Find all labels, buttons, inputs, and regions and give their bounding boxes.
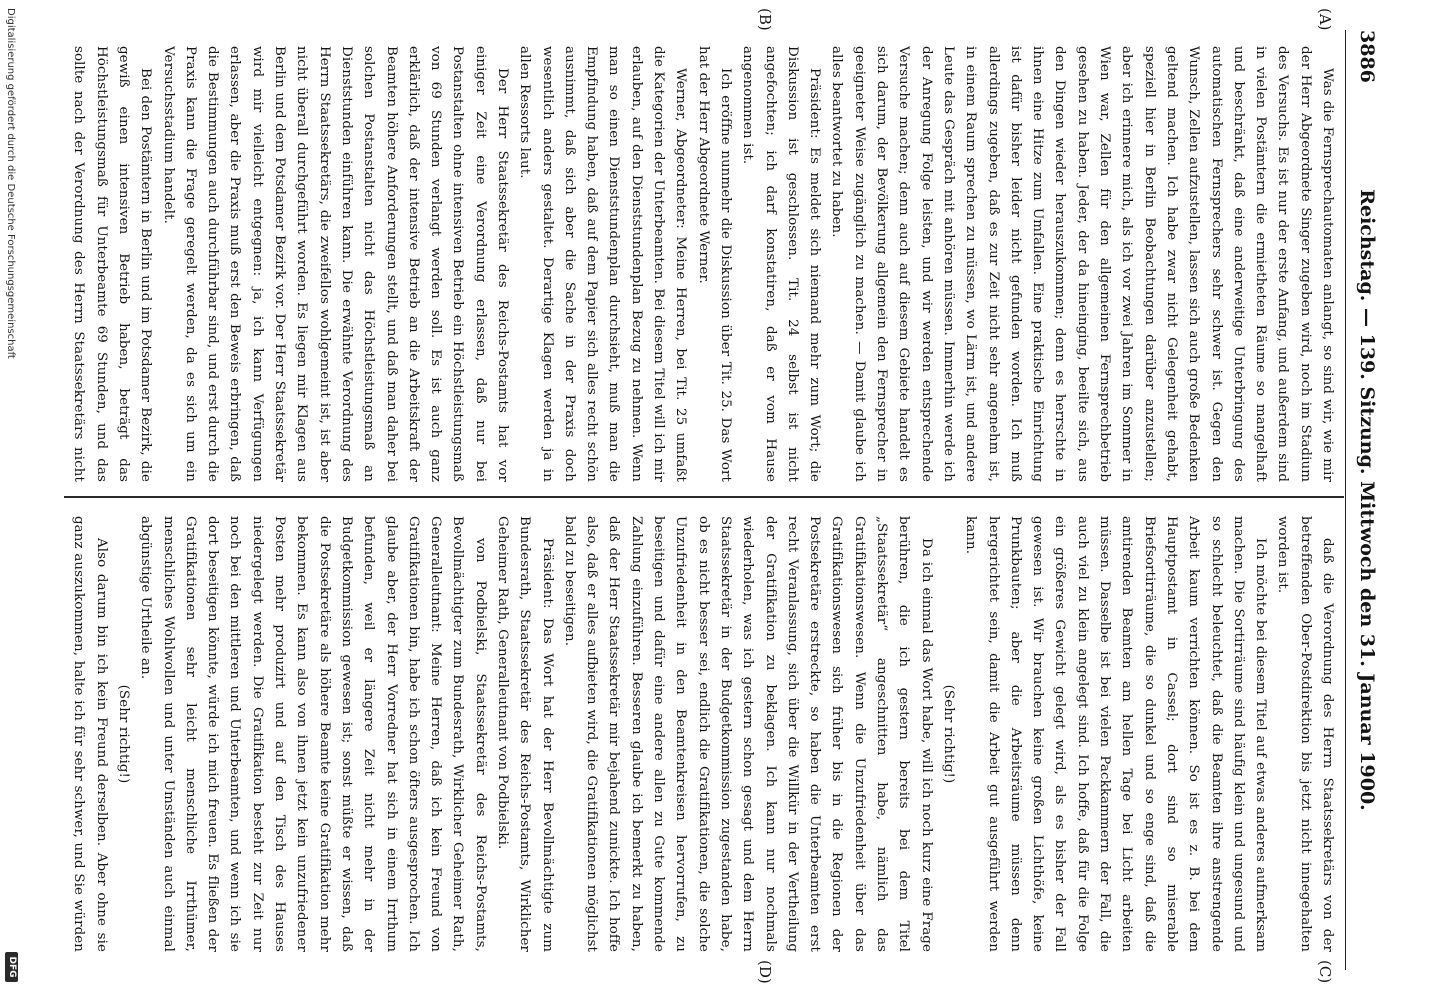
margin-marker-d: (D) (756, 960, 774, 984)
paragraph: Präsident: Das Wort hat der Herr Bevollmächtigte zum Bundesrath, Staatssekretär des Reichs-Postamts, Wirklicher Geheimer Rath, Generalleutnant von Podbielski. (495, 516, 555, 952)
right-column (68, 516, 1338, 952)
page-number: 3886 (1356, 30, 1378, 83)
paragraph: Ich eröffne nunmehr die Diskussion über Tit. 25. Das Wort hat der Herr Abgeordnete Werner. (695, 46, 733, 482)
paragraph: Da ich einmal das Wort habe, will ich noch kurz eine Frage berühren, die ich gestern bereits bei dem Titel „Staatssekretär“ angeschnitten habe, nämlich das Gratifikationswesen. Wenn die Unzufriedenheit über das Gratifikationswesen sich früher bis in die Regionen der Postsekretäre erstreckte, so haben die Unterbeamten erst recht Veranlassung, sich über die Willkür in der Vertheilung der Gratifikation zu beklagen. Ich kann nur nochmals wiederholen, was ich gestern schon gesagt und dem Herrn Staatssekretär in der Budgetkommission zugestanden habe, ob es nicht besser sei, endlich die Gratifikationen, die solche Unzufriedenheit in den Beamtenkreisen hervorrufen, zu beseitigen und dafür eine andere allen zu Gute kommende Zahlung einzuführen. Besseren glaube ich bemerkt zu haben, daß der Herr Staatssekretär mir bejahend zunickte. Ich hoffe also, daß er alles aufbieten wird, die Gratifikationen möglichst bald zu beseitigen. (561, 516, 934, 952)
paragraph: Was die Fernsprechautomaten anlangt, so sind wir, wie mir der Herr Abgeordnete Singer zugeben wird, noch im Stadium des Versuchs. Es ist nur der erste Anfang, und außerdem sind in vielen Postämtern die ermietheten Räume so mangelhaft und beschränkt, daß eine anderweitige Unterbringung des automatischen Fernsprechers sehr schwer ist. Gegen den Wunsch, Zellen aufzustellen, lassen sich auch große Bedenken geltend machen. Ich habe zwar nicht Gelegenheit gehabt, speziell hier in Berlin Beobachtungen darüber anzustellen; aber ich erinnere mich, als ich vor zwei Jahren im Sommer in Wien war, Zellen für den allgemeinen Fernsprechbetrieb gesehen zu haben. Jeder, der da hineinging, beeilte sich, aus den Dingen wieder herauszukommen; denn es herrschte in ihnen eine Hitze zum Umfallen. Eine praktische Einrichtung ist dafür bisher leider nicht gefunden worden. Ich muß allerdings zugeben, daß es zur Zeit nicht sehr angenehm ist, in einem Raum sprechen zu müssen, wo Lärm ist, und andere Leute das Gespräch mit anhören müssen. Immerhin werde ich der Anregung Folge leisten, und wir werden entsprechende Versuche machen; denn auch auf diesem Gebiete handelt es sich darum, der Bevölkerung allgemein den Fernsprecher in geeigneter Weise zugänglich zu machen. — Damit glaube ich alles beantwortet zu haben. (829, 46, 1335, 482)
paragraph: von Podbielski, Staatssekretär des Reichs-Postamts, Bevollmächtigter zum Bundesrath, Wirklicher Geheimer Rath, Generalleutnant: Meine Herren, daß ich kein Freund von Gratifikationen bin, habe ich schon öfters ausgesprochen. Ich glaube aber, der Herr Vorredner hat sich in einem Irrthum befunden, weil er längere Zeit nicht mehr in der Budgetkommission gewesen ist; sonst müßte er wissen, daß die Postsekretäre als höhere Beamte keine Gratifikation mehr bekommen. Es kann also von ihnen jetzt kein unzufriedener Posten mehr produzirt und auf den Tisch des Hauses niedergelegt werden. Die Gratifikation besteht zur Zeit nur noch bei den mittleren und Unterbeamten, und wenn ich sie dort beseitigen könnte, würde ich mich freuen. Es fließen der Gratifikationen sehr leicht menschliche Irrthümer, menschliches Wohlwollen und unter Umständen auch einmal abgünstige Urtheile an. (138, 516, 488, 952)
dfg-logo: DFG (5, 952, 18, 982)
paragraph: Präsident: Es meldet sich niemand mehr zum Wort; die Diskussion ist geschlossen. Tit. 24 selbst ist nicht angefochten; ich darf konstatiren, daß er vom Hause angenommen ist. (740, 46, 823, 482)
paragraph: Ich möchte bei diesem Titel auf etwas anderes aufmerksam machen. Die Sortirräume sind häufig klein und ungesund und so schlecht beleuchtet, daß die Beamten ihre anstrengende Arbeit kaum verrichten können. So ist es z. B. bei dem Hauptpostamt in Cassel; dort sind so miserable Briefsortirräume, die so dunkel und so enge sind, daß die amtirenden Beamten am hellen Tage bei Licht arbeiten müssen. Dasselbe ist bei vielen Packkammern der Fall, die auch viel zu klein angelegt sind. Ich hoffe, daß für die Folge ein größeres Gewicht gelegt wird, als es bisher der Fall gewesen ist. Wir brauchen keine großen Lichthöfe, keine Prunkbauten; aber die Arbeitsräume müssen denn hergerichtet sein, damit die Arbeit gut ausgeführt werden kann. (963, 516, 1269, 952)
paragraph: daß die Verordnung des Herrn Staatssekretärs von der betreffenden Ober-Postdirektion bis jetzt nicht innegehalten worden ist. (1275, 516, 1335, 952)
paragraph: Also darum bin ich kein Freund derselben. Aber ohne sie ganz auszukommen, halte ich für sehr schwer, und Sie würden (71, 516, 109, 952)
paragraph: Bei den Postämtern in Berlin und im Potsdamer Bezirk, die gewiß einen intensiven Betrieb haben, beträgt das Höchstleistungsmaß für Unterbeamte 69 Stunden, und das sollte nach der Verordnung des Herrn Staatssekretärs nicht (71, 46, 154, 482)
margin-marker-a: (A) (1316, 8, 1334, 31)
interjection: (Sehr richtig!) (115, 684, 131, 784)
header-rule (1345, 30, 1346, 970)
digitization-footer (2, 0, 18, 1000)
page-header (1352, 30, 1382, 970)
paragraph: Werner, Abgeordneter: Meine Herren, bei Tit. 25 umfaßt die Kategorien der Unterbeamten. Bei diesem Titel will ich mir erlauben, auf den Dienststundenplan Bezug zu nehmen. Wenn man so einen Dienststundenplan durchsieht, muß man die Empfindung haben, daß auf dem Papier sich alles recht schön ausnimmt, daß sich aber die Sache in der Praxis doch wesentlich anders gestaltet. Derartige Klagen werden ja in allen Ressorts laut. (517, 46, 689, 482)
margin-marker-c: (C) (1316, 960, 1334, 984)
funding-note: Digitalisierung gefördert durch die Deutsche Forschungsgemeinschaft (5, 8, 16, 359)
paragraph: Der Herr Staatssekretär des Reichs-Postamts hat vor einiger Zeit eine Verordnung erlassen, daß nur bei Postanstalten ohne intensiven Betrieb ein Höchstleistungsmaß von 69 Stunden verlangt werden soll. Es ist auch ganz erklärlich, daß der intensive Betrieb an die Arbeitskraft der Beamten höhere Anforderungen stellt, und daß man daher bei solchen Postanstalten nicht das Höchstleistungsmaß an Dienststunden einführen kann. Die erwähnte Verordnung des Herrn Staatssekretärs, die zweifellos wohlgemeint ist, ist aber nicht überall durchgeführt worden. Es liegen mir Klagen aus Berlin und dem Potsdamer Bezirk vor. Der Herr Staatssekretär wird mir vielleicht entgegnen: ja, ich kann Verfügungen erlassen, aber die Praxis muß erst den Beweis erbringen, daß die Bestimmungen auch durchführbar sind, und erst durch die Praxis kann die Frage geregelt werden, da es sich um ein Versuchsstadium handelt. (160, 46, 511, 482)
margin-marker-b: (B) (756, 8, 774, 31)
column-divider (64, 496, 1344, 498)
left-column (68, 46, 1338, 482)
running-title: Reichstag. — 139. Sitzung. Mittwoch den 31. Januar 1900. (1356, 189, 1378, 811)
interjection: (Sehr richtig!) (940, 684, 956, 784)
